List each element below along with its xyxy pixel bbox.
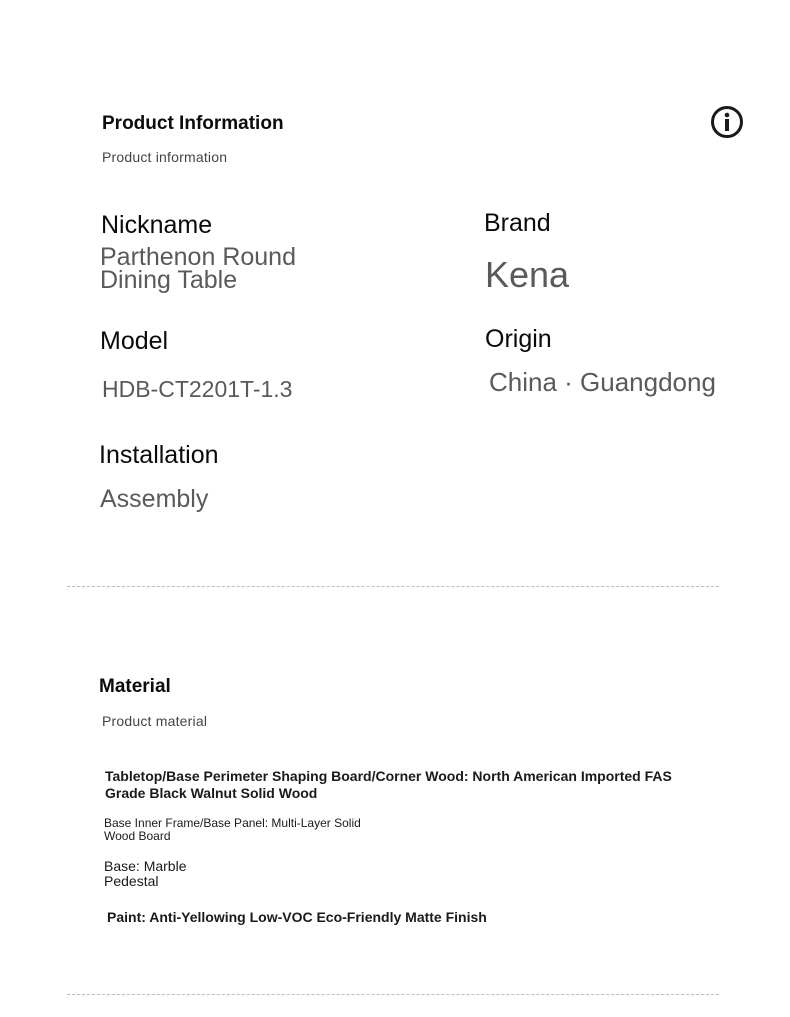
- info-circle-icon[interactable]: [710, 105, 744, 139]
- nickname-label: Nickname: [101, 211, 213, 239]
- material-item-line1: Base: Marble: [104, 858, 187, 874]
- material-item: [104, 859, 186, 889]
- nickname-value-line2: Dining Table: [100, 266, 238, 294]
- installation-label: Installation: [99, 441, 219, 469]
- material-item: [107, 909, 487, 926]
- nickname-value: [100, 243, 296, 294]
- origin-value: China · Guangdong: [489, 367, 716, 397]
- material-item-line2: Wood Board: [104, 829, 171, 843]
- model-value: HDB-CT2201T-1.3: [102, 376, 293, 402]
- material-item-line1: Base Inner Frame/Base Panel: Multi-Layer Solid: [104, 816, 361, 830]
- product-info-title: Product Information: [102, 113, 284, 134]
- material-item-line1: Tabletop/Base Perimeter Shaping Board/Corner Wood: North American Imported FAS: [105, 768, 672, 784]
- model-label: Model: [100, 327, 169, 355]
- material-item: [104, 817, 361, 843]
- material-title: Material: [99, 676, 171, 697]
- brand-label: Brand: [484, 209, 551, 237]
- nickname-value-line1: Parthenon Round: [100, 243, 296, 271]
- material-item-line2: Grade Black Walnut Solid Wood: [105, 785, 318, 801]
- origin-label: Origin: [485, 325, 552, 353]
- material-subtitle: Product material: [102, 713, 208, 729]
- material-item-line2: Pedestal: [104, 873, 159, 889]
- material-item-line1: Paint: Anti-Yellowing Low-VOC Eco-Friendly Matte Finish: [107, 909, 487, 925]
- material-item: [105, 768, 672, 802]
- product-info-subtitle: Product information: [102, 149, 228, 165]
- divider: [67, 994, 719, 995]
- divider: [67, 586, 719, 587]
- installation-value: Assembly: [100, 485, 209, 513]
- brand-value: Kena: [485, 254, 570, 295]
